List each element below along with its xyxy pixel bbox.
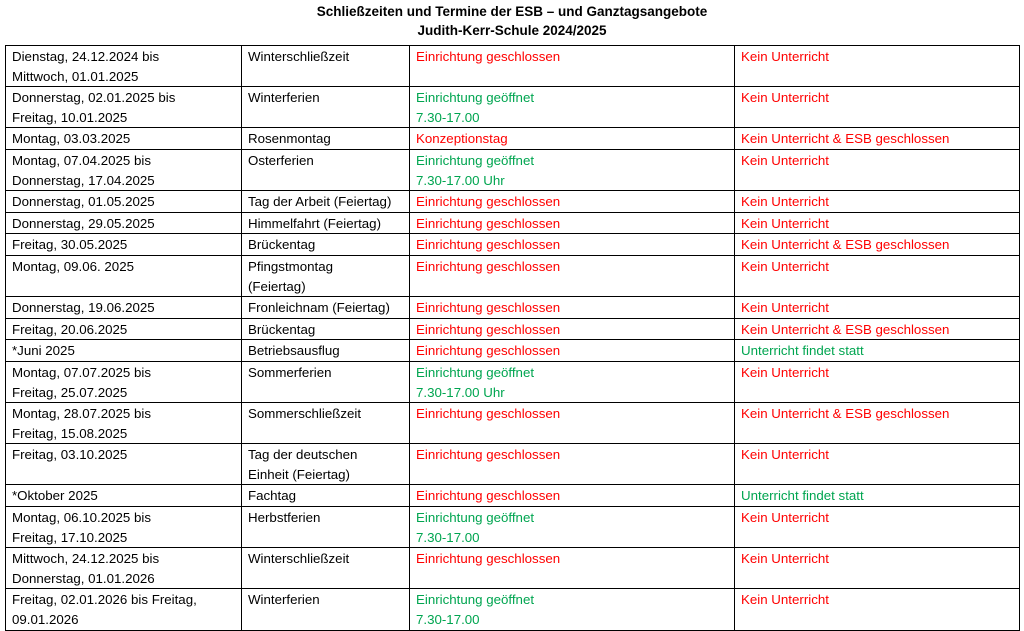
occasion-cell-line: Herbstferien [248,510,321,526]
school-status-cell [735,46,1020,87]
school-status-cell-line: Kein Unterricht [741,592,829,608]
school-status-cell [735,361,1020,402]
table-row [6,212,1020,234]
occasion-cell [242,149,410,190]
occasion-cell-line: Winterferien [248,592,320,608]
date-cell [6,318,242,340]
schedule-body [6,46,1020,631]
table-row [6,403,1020,444]
date-cell-line: Freitag, 10.01.2025 [12,109,128,125]
school-status-cell-line: Kein Unterricht & ESB geschlossen [741,131,950,147]
occasion-cell-line: Himmelfahrt (Feiertag) [248,215,381,231]
date-cell-line: Montag, 07.07.2025 bis [12,364,151,380]
occasion-cell [242,361,410,402]
facility-status-cell-line: Einrichtung geschlossen [416,258,561,274]
facility-status-cell-line: Einrichtung geschlossen [416,343,561,359]
facility-status-cell [410,485,735,507]
table-row [6,87,1020,128]
facility-status-cell-line: Einrichtung geöffnet [416,90,535,106]
date-cell-line: Freitag, 30.05.2025 [12,237,128,253]
school-status-cell [735,340,1020,362]
date-cell [6,485,242,507]
school-status-cell-line: Kein Unterricht [741,215,829,231]
occasion-cell-line: Brückentag [248,321,316,337]
occasion-cell-line: Osterferien [248,152,314,168]
table-row [6,485,1020,507]
date-cell [6,507,242,548]
school-status-cell [735,128,1020,150]
date-cell [6,548,242,589]
facility-status-cell-line: 7.30-17.00 Uhr [416,172,505,188]
school-status-cell [735,403,1020,444]
occasion-cell-line: Einheit (Feiertag) [248,466,350,482]
facility-status-cell-line: Einrichtung geschlossen [416,237,561,253]
facility-status-cell [410,128,735,150]
school-status-cell [735,318,1020,340]
occasion-cell [242,485,410,507]
date-cell [6,297,242,319]
table-row [6,589,1020,630]
occasion-cell [242,87,410,128]
date-cell [6,46,242,87]
school-status-cell-line: Kein Unterricht [741,364,829,380]
facility-status-cell [410,507,735,548]
table-row [6,318,1020,340]
school-status-cell [735,589,1020,630]
occasion-cell [242,548,410,589]
occasion-cell-line: Fachtag [248,488,297,504]
table-row [6,340,1020,362]
date-cell-line: Montag, 07.04.2025 bis [12,152,151,168]
date-cell-line: *Oktober 2025 [12,488,98,504]
facility-status-cell [410,403,735,444]
date-cell-line: Donnerstag, 01.05.2025 [12,194,155,210]
facility-status-cell-line: 7.30-17.00 [416,612,480,628]
table-row [6,234,1020,256]
occasion-cell-line: Brückentag [248,237,316,253]
facility-status-cell-line: Einrichtung geschlossen [416,215,561,231]
facility-status-cell-line: Einrichtung geschlossen [416,551,561,567]
school-status-cell [735,191,1020,213]
table-row [6,46,1020,87]
occasion-cell-line: Pfingstmontag [248,258,334,274]
table-row [6,361,1020,402]
school-status-cell-line: Kein Unterricht & ESB geschlossen [741,321,950,337]
facility-status-cell-line: Einrichtung geschlossen [416,49,561,64]
facility-status-cell-line: Einrichtung geschlossen [416,488,561,504]
occasion-cell [242,318,410,340]
date-cell-line: Donnerstag, 01.01.2026 [12,570,155,586]
school-status-cell [735,297,1020,319]
school-status-cell [735,212,1020,234]
occasion-cell [242,255,410,296]
occasion-cell-line: Winterschließzeit [248,551,350,567]
occasion-cell [242,589,410,630]
facility-status-cell-line: 7.30-17.00 [416,529,480,545]
occasion-cell-line: Betriebsausflug [248,343,340,359]
occasion-cell-line: Winterschließzeit [248,49,350,64]
facility-status-cell-line: 7.30-17.00 [416,109,480,125]
facility-status-cell-line: Einrichtung geschlossen [416,406,561,422]
school-status-cell-line: Kein Unterricht & ESB geschlossen [741,406,950,422]
date-cell-line: Montag, 09.06. 2025 [12,258,134,274]
occasion-cell [242,297,410,319]
date-cell [6,340,242,362]
date-cell-line: Mittwoch, 24.12.2025 bis [12,551,160,567]
facility-status-cell-line: Einrichtung geschlossen [416,194,561,210]
facility-status-cell-line: Einrichtung geschlossen [416,300,561,316]
facility-status-cell-line: Einrichtung geschlossen [416,447,561,463]
table-row [6,507,1020,548]
date-cell [6,589,242,630]
facility-status-cell [410,589,735,630]
table-row [6,149,1020,190]
date-cell [6,128,242,150]
date-cell-line: Mittwoch, 01.01.2025 [12,68,139,84]
date-cell [6,149,242,190]
occasion-cell-line: Sommerferien [248,364,332,380]
facility-status-cell-line: Konzeptionstag [416,131,508,147]
date-cell-line: Freitag, 20.06.2025 [12,321,128,337]
date-cell-line: Donnerstag, 02.01.2025 bis [12,90,176,106]
school-status-cell [735,507,1020,548]
school-status-cell-line: Kein Unterricht [741,300,829,316]
school-status-cell-line: Kein Unterricht [741,551,829,567]
title-line-2: Judith-Kerr-Schule 2024/2025 [417,23,607,38]
facility-status-cell [410,548,735,589]
facility-status-cell [410,340,735,362]
facility-status-cell [410,255,735,296]
school-status-cell-line: Kein Unterricht [741,49,829,64]
facility-status-cell-line: Einrichtung geöffnet [416,364,535,380]
date-cell-line: Montag, 06.10.2025 bis [12,510,151,526]
school-status-cell [735,548,1020,589]
occasion-cell-line: Fronleichnam (Feiertag) [248,300,390,316]
table-row [6,191,1020,213]
school-status-cell [735,234,1020,256]
occasion-cell-line: Tag der deutschen [248,447,358,463]
school-status-cell-line: Unterricht findet statt [741,488,864,504]
table-row [6,128,1020,150]
occasion-cell [242,212,410,234]
date-cell [6,444,242,485]
date-cell-line: Montag, 03.03.2025 [12,131,131,147]
occasion-cell-line: Tag der Arbeit (Feiertag) [248,194,392,210]
facility-status-cell-line: Einrichtung geöffnet [416,510,535,526]
occasion-cell-line: (Feiertag) [248,278,306,294]
date-cell-line: Freitag, 17.10.2025 [12,529,128,545]
facility-status-cell [410,318,735,340]
school-status-cell-line: Kein Unterricht [741,152,829,168]
date-cell-line: Freitag, 03.10.2025 [12,447,128,463]
school-status-cell-line: Kein Unterricht [741,510,829,526]
facility-status-cell [410,212,735,234]
school-status-cell [735,485,1020,507]
occasion-cell [242,46,410,87]
table-row [6,548,1020,589]
school-status-cell-line: Kein Unterricht [741,90,829,106]
facility-status-cell [410,87,735,128]
facility-status-cell-line: Einrichtung geschlossen [416,321,561,337]
date-cell [6,212,242,234]
occasion-cell [242,340,410,362]
occasion-cell-line: Winterferien [248,90,320,106]
date-cell-line: Freitag, 15.08.2025 [12,425,128,441]
school-status-cell [735,87,1020,128]
date-cell [6,234,242,256]
date-cell [6,87,242,128]
facility-status-cell [410,149,735,190]
facility-status-cell [410,297,735,319]
school-status-cell-line: Kein Unterricht & ESB geschlossen [741,237,950,253]
date-cell-line: Donnerstag, 19.06.2025 [12,300,155,316]
date-cell-line: Freitag, 25.07.2025 [12,384,128,400]
date-cell-line: Freitag, 02.01.2026 bis Freitag, [12,592,197,608]
school-status-cell-line: Unterricht findet statt [741,343,864,359]
date-cell [6,403,242,444]
facility-status-cell [410,46,735,87]
school-status-cell [735,255,1020,296]
facility-status-cell [410,234,735,256]
table-row [6,255,1020,296]
facility-status-cell-line: Einrichtung geöffnet [416,592,535,608]
school-status-cell-line: Kein Unterricht [741,194,829,210]
occasion-cell-line: Sommerschließzeit [248,406,362,422]
occasion-cell [242,191,410,213]
occasion-cell [242,507,410,548]
table-row [6,297,1020,319]
school-status-cell [735,149,1020,190]
school-status-cell [735,444,1020,485]
date-cell-line: 09.01.2026 [12,612,79,628]
date-cell-line: Montag, 28.07.2025 bis [12,406,151,422]
school-status-cell-line: Kein Unterricht [741,258,829,274]
occasion-cell [242,234,410,256]
date-cell-line: Dienstag, 24.12.2024 bis [12,49,160,64]
date-cell-line: Donnerstag, 17.04.2025 [12,172,155,188]
date-cell [6,255,242,296]
school-status-cell-line: Kein Unterricht [741,447,829,463]
facility-status-cell-line: 7.30-17.00 Uhr [416,384,505,400]
facility-status-cell [410,444,735,485]
closure-schedule-table [5,45,1020,631]
date-cell-line: Donnerstag, 29.05.2025 [12,215,155,231]
date-cell [6,361,242,402]
document-title [0,2,1024,40]
table-row [6,444,1020,485]
facility-status-cell-line: Einrichtung geöffnet [416,152,535,168]
date-cell [6,191,242,213]
title-line-1: Schließzeiten und Termine der ESB – und Ganztagsangebote [316,4,708,19]
occasion-cell [242,444,410,485]
occasion-cell-line: Rosenmontag [248,131,331,147]
occasion-cell [242,128,410,150]
occasion-cell [242,403,410,444]
facility-status-cell [410,361,735,402]
facility-status-cell [410,191,735,213]
date-cell-line: *Juni 2025 [12,343,75,359]
